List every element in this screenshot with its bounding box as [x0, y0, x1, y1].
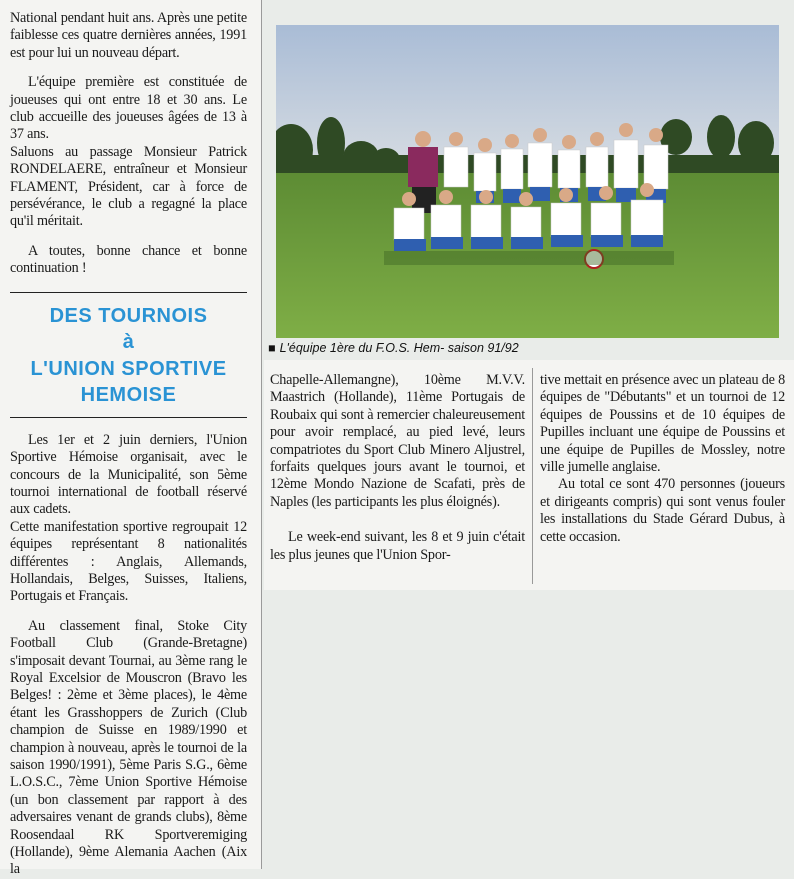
heading-line-1: DES TOURNOIS: [49, 304, 208, 327]
article-paragraph-2: Cette manifestation sportive regroupait 12 équipes représentant 8 nationalités différentes : Anglais, Allemands, Hollandais, Belges, Suisses, Italiens, Portugais et Français.: [10, 518, 247, 605]
intro-paragraph-2: L'équipe première est constituée de joueuses qui ont entre 18 et 30 ans. Le club accueille des joueuses âgées de 13 à 37 ans.: [10, 74, 247, 143]
right-paragraph-1: tive mettait en présence avec un plateau de 8 équipes de "Débutants" et un tournoi de 12 équipes de Poussins et de 10 équipes de Pupilles incluant une équipe de Poussins et une équipe de Pupilles de Mossley, notre ville jumelle anglaise.: [540, 372, 785, 476]
team-photo-illustration: [276, 25, 779, 338]
article-heading: [10, 293, 247, 417]
intro-paragraph-3: Saluons au passage Monsieur Patrick RONDELAERE, entraîneur et Monsieur FLAMENT, Président, car à force de persévérance, le club a regagné la place qu'il méritait.: [10, 143, 247, 230]
heading-bottom-rule: [10, 417, 247, 418]
article-paragraph-1: Les 1er et 2 juin derniers, l'Union Sportive Hémoise organisait, avec le concours de la Municipalité, son 5ème tournoi international de football réservé aux cadets.: [10, 431, 247, 518]
caption-text: L'équipe 1ère du F.O.S. Hem- saison 91/92: [279, 341, 519, 355]
heading-line-3: L'UNION SPORTIVE: [30, 357, 227, 380]
intro-paragraph-1: National pendant huit ans. Après une petite faiblesse ces quatre dernières années, 1991 est pour lui un nouveau départ.: [10, 10, 247, 61]
caption-square-marker: ■: [268, 341, 276, 355]
intro-paragraph-4: A toutes, bonne chance et bonne continuation !: [10, 242, 247, 277]
middle-paragraph-1: Chapelle-Allemangne), 10ème M.V.V. Maastrich (Hollande), 11ème Portugais de Roubaix qui sont à remercier chaleureusement pour avoir remplacé, au pied levé, leurs compatriotes du Sport Club Minero Aljustrel, forfaits quelques jours avant le tournoi, et 12ème Mondo Nazione de Scafati, près de Naples (les participants les plus éloignés).: [270, 372, 525, 510]
middle-paragraph-2: Le week-end suivant, les 8 et 9 juin c'était les plus jeunes que l'Union Spor-: [270, 529, 525, 563]
heading-line-4: HEMOISE: [80, 384, 177, 407]
heading-line-2: à: [122, 331, 135, 354]
right-paragraph-2: Au total ce sont 470 personnes (joueurs et dirigeants compris) qui sont venus fouler les installations du Stade Gérard Dubus, à cette occasion.: [540, 476, 785, 545]
column-divider: [532, 368, 533, 584]
middle-column: [270, 372, 525, 575]
left-column: [0, 0, 262, 878]
photo-caption: [268, 341, 788, 355]
article-paragraph-3: Au classement final, Stoke City Football Club (Grande-Bretagne) s'imposait devant Tournai, au 3ème rang le Royal Excelsior de Mouscron (Bravo les Belges! : 2ème et 3ème places), le 4ème étant les Grasshoppers de Zurich (Club champion de Suisse en 1989/1990 et champion à nouveau, après le tournoi de la saison 1990/1991), 5ème Paris S.G., 6ème L.O.S.C., 7ème Union Sportive Hémoise (un bon classement par rapport à des adversaires venant de grands clubs), 8ème Roosendaal RK Sportveremiging (Hollande), 9ème Alemania Aachen (Aix la: [10, 617, 247, 878]
team-photo: [276, 25, 779, 338]
right-column: [540, 372, 785, 557]
